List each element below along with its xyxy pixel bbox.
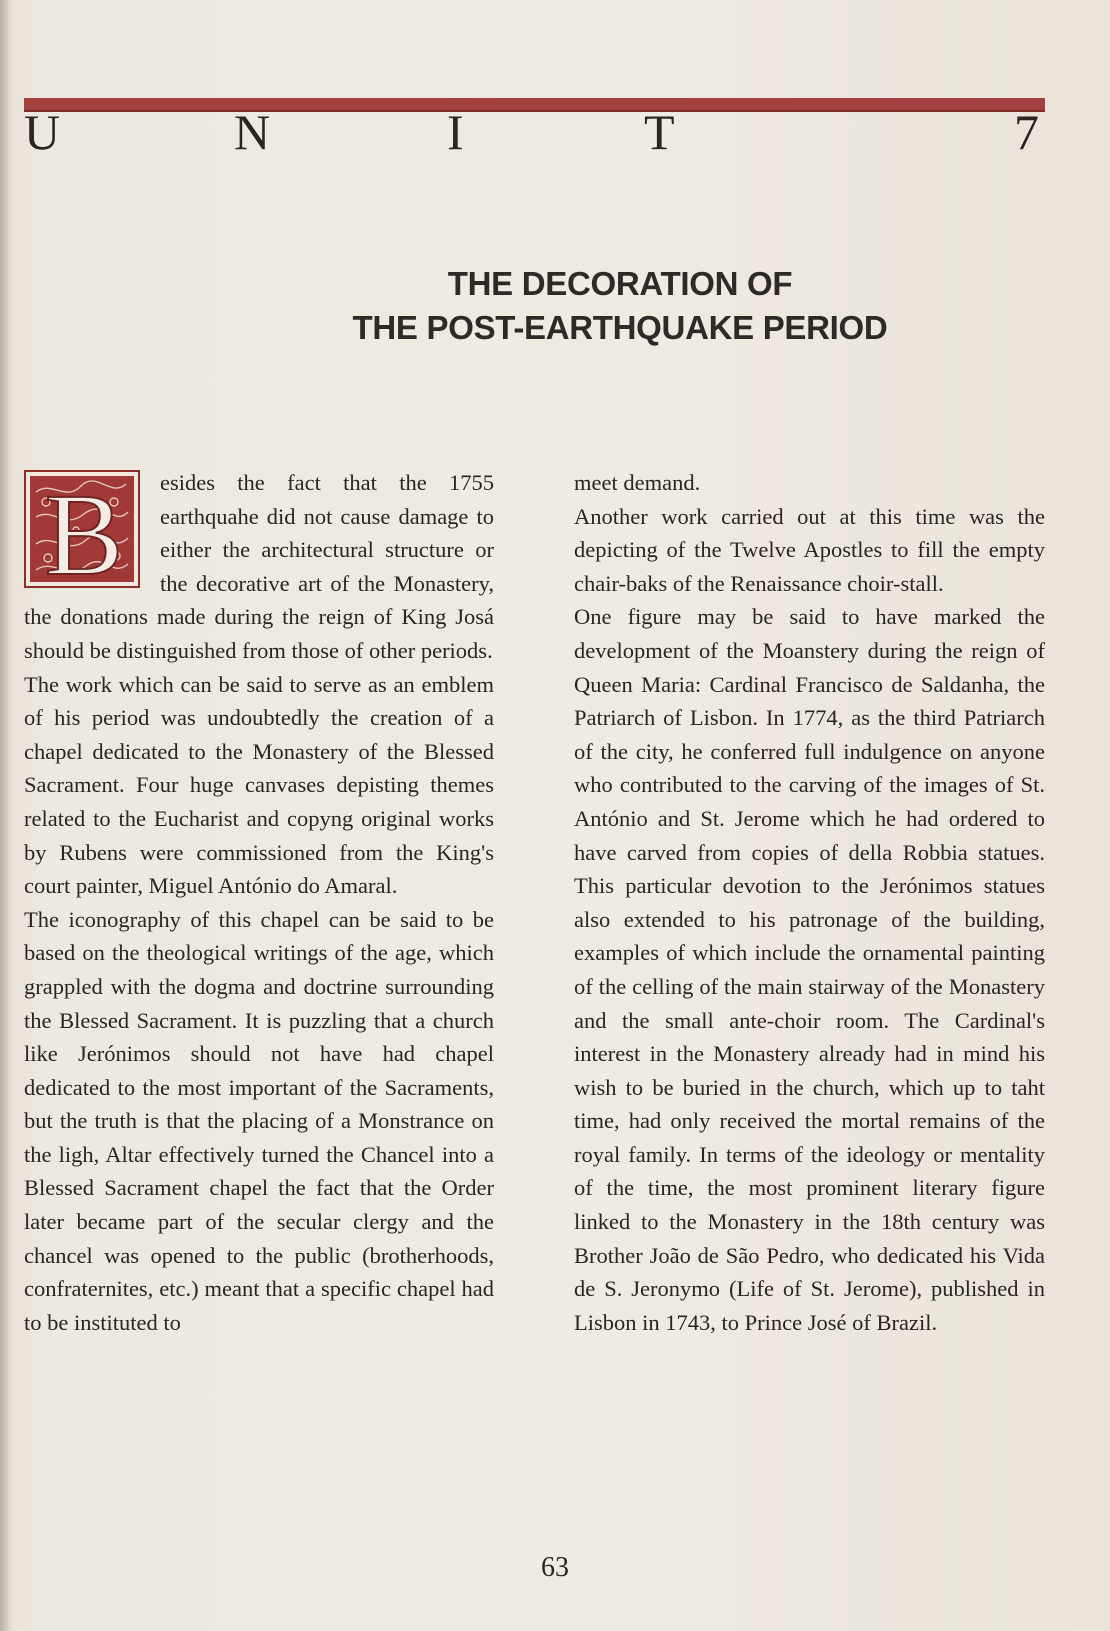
unit-letter: 7 bbox=[1014, 104, 1039, 160]
page-title bbox=[320, 262, 920, 350]
unit-letter: N bbox=[234, 104, 271, 160]
unit-letter: T bbox=[644, 104, 675, 160]
paragraph: Another work carried out at this time was the depicting of the Twelve Apostles to fill the empty chair-baks of the Renaissance choir-stall. bbox=[574, 503, 1045, 596]
unit-letter: U bbox=[24, 104, 61, 160]
dropcap-ornament bbox=[24, 470, 140, 588]
paragraph: The work which can be said to serve as an emblem of his period was undoubtedly the creation of a chapel dedicated to the Monastery of the Blessed Sacrament. Four huge canvases depisting themes related to the Eucharist and copyng original works by Rubens were commissioned from the King's court painter, Miguel António do Amaral. bbox=[24, 671, 494, 899]
unit-letter: I bbox=[447, 104, 464, 160]
paragraph: meet demand. bbox=[574, 470, 701, 495]
paragraph: esides the fact that the 1755 earthquahe did not cause damage to either the architectural structure or the decorative art of the Monastery, the donations made during the reign of King Josá should be distinguished from those of other periods. bbox=[24, 470, 494, 663]
page-number: 63 bbox=[541, 1552, 569, 1583]
dropcap-letter: B bbox=[44, 472, 124, 586]
column-right bbox=[574, 466, 1045, 1339]
page-title-line: THE POST-EARTHQUAKE PERIOD bbox=[352, 309, 888, 346]
page-title-line: THE DECORATION OF bbox=[447, 265, 793, 302]
spine-shadow bbox=[0, 0, 12, 1631]
unit-header bbox=[24, 102, 1045, 162]
paragraph: One figure may be said to have marked the development of the Moanstery during the reign of Queen Maria: Cardinal Francisco de Saldanha, the Patriarch of Lisbon. In 1774, as the third Patriarch of the city, he conferred full indulgence on anyone who contributed to the carving of the images of St. António and St. Jerome which he had ordered to have carved from copies of della Robbia statues. This particular devotion to the Jerónimos statues also extended to his patronage of the building, examples of which include the ornamental painting of the celling of the main stairway of the Monastery and the small ante-choir room. The Cardinal's interest in the Monastery already had in mind his wish to be buried in the church, which up to taht time, had only received the mortal remains of the royal family. In terms of the ideology or mentality of the time, the most prominent literary figure linked to the Monastery in the 18th century was Brother João de São Pedro, who dedicated his Vida de S. Jeronymo (Life of St. Jerome), published in Lisbon in 1743, to Prince José of Brazil. bbox=[574, 604, 1045, 1335]
column-left bbox=[24, 466, 494, 1339]
dropcap-floral-icon bbox=[26, 472, 138, 586]
paragraph: The iconography of this chapel can be said to be based on the theological writings of the age, which grappled with the dogma and doctrine surrounding the Blessed Sacrament. It is puzzling that a church like Jerónimos should not have had chapel dedicated to the most important of the Sacraments, but the truth is that the placing of a Monstrance on the ligh, Altar effectively turned the Chancel into a Blessed Sacrament chapel the fact that the Order later became part of the secular clergy and the chancel was opened to the public (brotherhoods, confraternites, etc.) meant that a specific chapel had to be instituted to bbox=[24, 906, 494, 1335]
